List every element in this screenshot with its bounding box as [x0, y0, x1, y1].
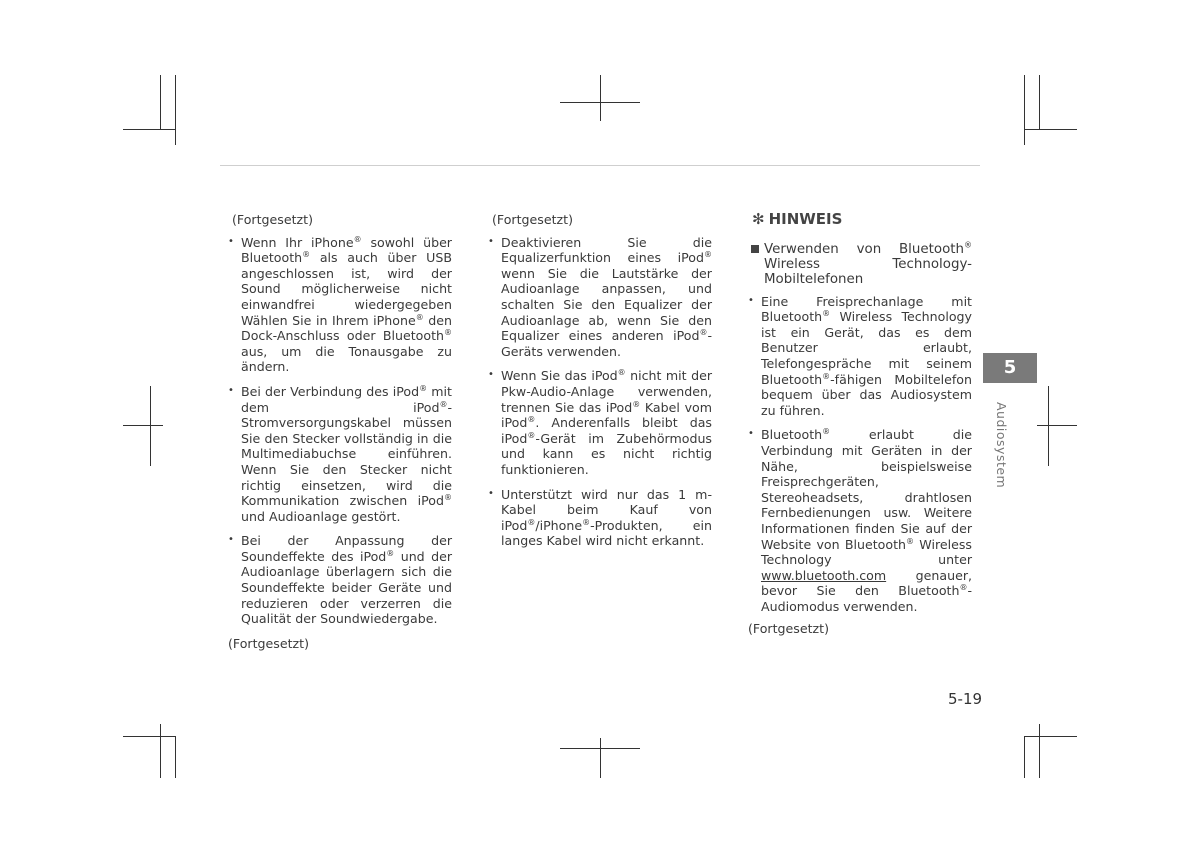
- crop-mark: [123, 129, 175, 130]
- list-item: • Deaktivieren Sie die Equalizerfunktion eines iPod® wenn Sie die Lautstärke der Audioanlage anpassen, und schalten Sie den Equalizer der Audioanlage ab, wenn Sie den Equalizer eines anderen iPod®-Geräts verwenden.: [488, 235, 712, 360]
- square-bullet-icon: [751, 245, 759, 253]
- bullet-list: [228, 235, 452, 627]
- continued-label: (Fortgesetzt): [748, 621, 829, 637]
- crop-mark: [150, 386, 151, 466]
- bluetooth-website-link[interactable]: www.bluetooth.com: [761, 567, 887, 583]
- crop-mark: [1039, 724, 1040, 778]
- list-item: • Bei der Verbindung des iPod® mit dem iPod®-Stromversorgungskabel müssen Sie den Stecker vollständig in die Multimediabuchse einführen. Wenn Sie den Stecker nicht richtig einsetzen, wird die Kommunikation zwischen iPod® und Audioanlage gestört.: [228, 384, 452, 524]
- list-item: • Wenn Sie das iPod® nicht mit der Pkw-Audio-Anlage verwenden, trennen Sie das iPod® Kabel vom iPod®. Anderenfalls bleibt das iPod®-Gerät im Zubehörmodus und kann es nicht richtig funktionieren.: [488, 368, 712, 477]
- crop-mark: [1024, 736, 1025, 778]
- crop-mark: [1039, 75, 1040, 129]
- crop-mark: [1025, 129, 1077, 130]
- page-number: 5-19: [948, 690, 983, 708]
- section-label: Audiosystem: [994, 402, 1009, 489]
- continued-label: (Fortgesetzt): [492, 212, 573, 227]
- header-rule: [220, 165, 980, 166]
- crop-mark: [600, 75, 601, 121]
- continued-label: (Fortgesetzt): [232, 212, 313, 227]
- crop-mark: [175, 736, 176, 778]
- column-3: [748, 212, 972, 637]
- bullet-list: [748, 294, 972, 615]
- crop-mark: [123, 736, 175, 737]
- continued-label: (Fortgesetzt): [228, 635, 309, 651]
- list-item: • Wenn Ihr iPhone® sowohl über Bluetooth® als auch über USB angeschlossen ist, wird der Sound möglicherweise nicht einwandfrei wiedergegeben Wählen Sie in Ihrem iPhone® den Dock-Anschluss oder Bluetooth® aus, um die Tonausgabe zu ändern.: [228, 235, 452, 375]
- crop-mark: [1048, 386, 1049, 466]
- bullet-list: [488, 235, 712, 549]
- list-item: • Eine Freisprechanlage mit Bluetooth® Wireless Technology ist ein Gerät, das es dem Benutzer erlaubt, Telefongespräche mit seinem Bluetooth®-fähigen Mobiltelefon bequem über das Audiosystem zu führen.: [748, 294, 972, 419]
- crop-mark: [1037, 425, 1077, 426]
- list-item: • Bluetooth® erlaubt die Verbindung mit Geräten in der Nähe, beispielsweise Freisprechgeräten, Stereoheadsets, drahtlosen Fernbedienungen usw. Weitere Informationen finden Sie auf der Website von Bluetooth® Wireless Technology unter www.bluetooth.com genauer, bevor Sie den Bluetooth®-Audiomodus verwenden.: [748, 427, 972, 614]
- list-item: • Bei der Anpassung der Soundeffekte des iPod® und der Audioanlage überlagern sich die Soundeffekte beider Geräte und reduzieren oder verzerren die Qualität der Soundwiedergabe.: [228, 533, 452, 627]
- note-title: HINWEIS: [768, 210, 843, 228]
- crop-mark: [160, 75, 161, 129]
- crop-mark: [123, 425, 163, 426]
- note-heading: [752, 212, 972, 228]
- asterisk-icon: ✻: [752, 210, 765, 228]
- crop-mark: [160, 724, 161, 778]
- crop-mark: [175, 75, 176, 145]
- note-subheading: Verwenden von Bluetooth® Wireless Technology-Mobiltelefonen: [748, 242, 972, 287]
- column-2: [488, 212, 712, 558]
- crop-mark: [1024, 75, 1025, 145]
- column-1: [228, 212, 452, 651]
- crop-mark: [1025, 736, 1077, 737]
- crop-mark: [600, 738, 601, 778]
- chapter-tab: 5: [983, 353, 1037, 383]
- list-item: • Unterstützt wird nur das 1 m-Kabel beim Kauf von iPod®/iPhone®-Produkten, ein langes Kabel wird nicht erkannt.: [488, 487, 712, 549]
